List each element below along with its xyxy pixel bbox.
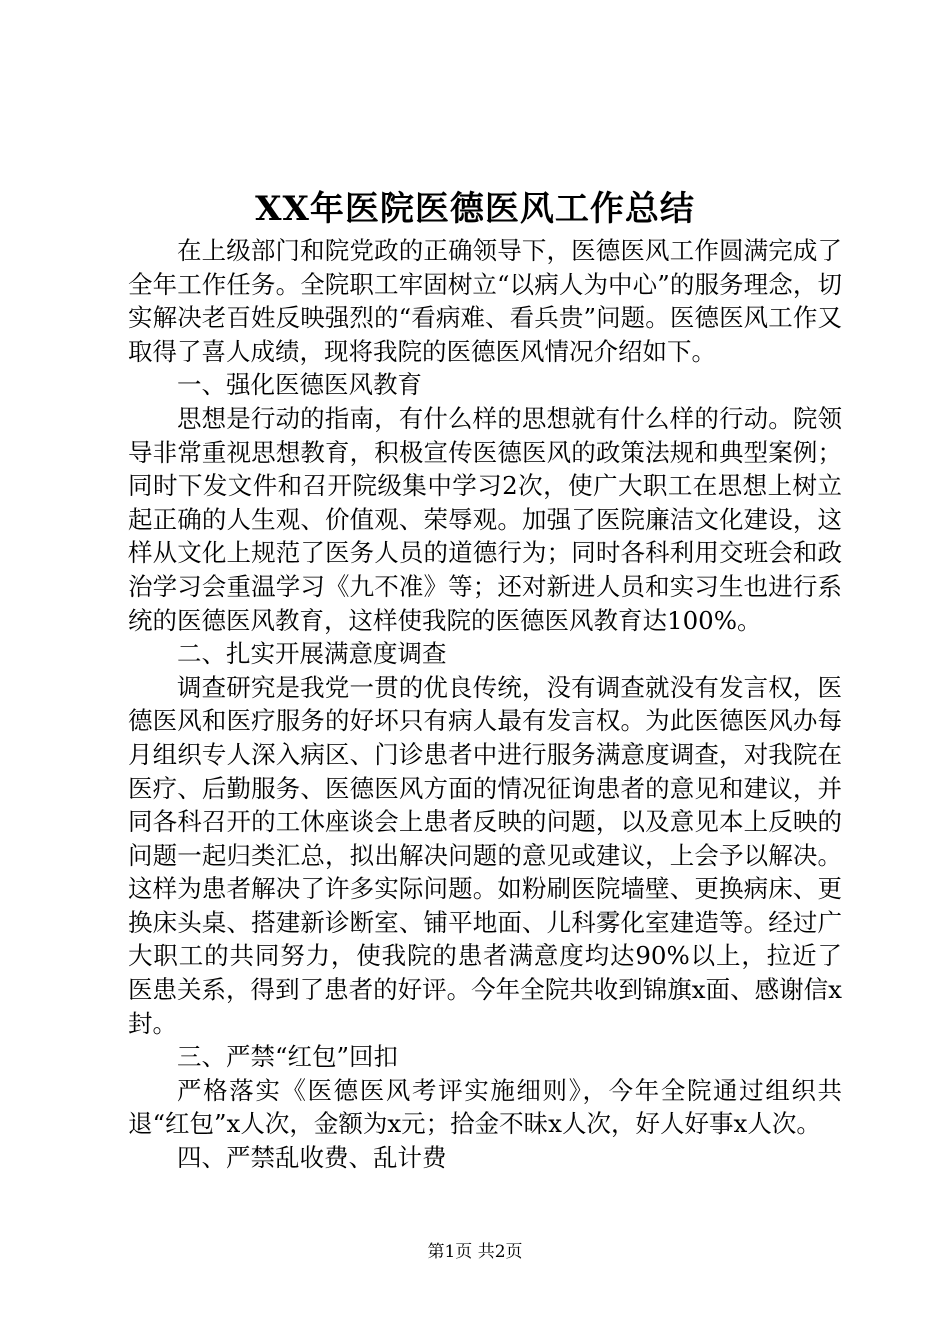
document-title: XX年医院医德医风工作总结: [255, 189, 695, 229]
paragraph-section-1: 思想是行动的指南，有什么样的思想就有什么样的行动。院领导非常重视思想教育，积极宣传医德医风的政策法规和典型案例；同时下发文件和召开院级集中学习2次，使广大职工在思想上树立起正确的人生观、价值观、荣辱观。加强了医院廉洁文化建设，这样从文化上规范了医务人员的道德行为；同时各科利用交班会和政治学习会重温学习《九不准》等；还对新进人员和实习生也进行系统的医德医风教育，这样使我院的医德医风教育达100%。: [128, 403, 842, 635]
page-indicator: 第1页 共2页: [427, 1242, 523, 1262]
section-heading-2: 二、扎实开展满意度调查: [177, 639, 447, 669]
paragraph-section-2: 调查研究是我党一贯的优良传统，没有调查就没有发言权，医德医风和医疗服务的好坏只有病人最有发言权。为此医德医风办每月组织专人深入病区、门诊患者中进行服务满意度调查，对我院在医疗、后勤服务、医德医风方面的情况征询患者的意见和建议，并同各科召开的工休座谈会上患者反映的问题，以及意见本上反映的问题一起归类汇总，拟出解决问题的意见或建议，上会予以解决。这样为患者解决了许多实际问题。如粉刷医院墙壁、更换病床、更换床头桌、搭建新诊断室、铺平地面、儿科雾化室建造等。经过广大职工的共同努力，使我院的患者满意度均达90%以上，拉近了医患关系，得到了患者的好评。今年全院共收到锦旗x面、感谢信x封。: [128, 672, 842, 1038]
paragraph-section-3: 严格落实《医德医风考评实施细则》，今年全院通过组织共退“红包”x人次，金额为x元；拾金不昧x人次，好人好事x人次。: [128, 1075, 842, 1139]
paragraph-intro: 在上级部门和院党政的正确领导下，医德医风工作圆满完成了全年工作任务。全院职工牢固树立“以病人为中心”的服务理念，切实解决老百姓反映强烈的“看病难、看兵贵”问题。医德医风工作又取得了喜人成绩，现将我院的医德医风情况介绍如下。: [128, 236, 842, 366]
section-heading-3: 三、严禁“红包”回扣: [177, 1042, 399, 1072]
section-heading-1: 一、强化医德医风教育: [177, 370, 422, 400]
section-heading-4: 四、严禁乱收费、乱计费: [177, 1143, 447, 1173]
document-body: [128, 234, 842, 1175]
